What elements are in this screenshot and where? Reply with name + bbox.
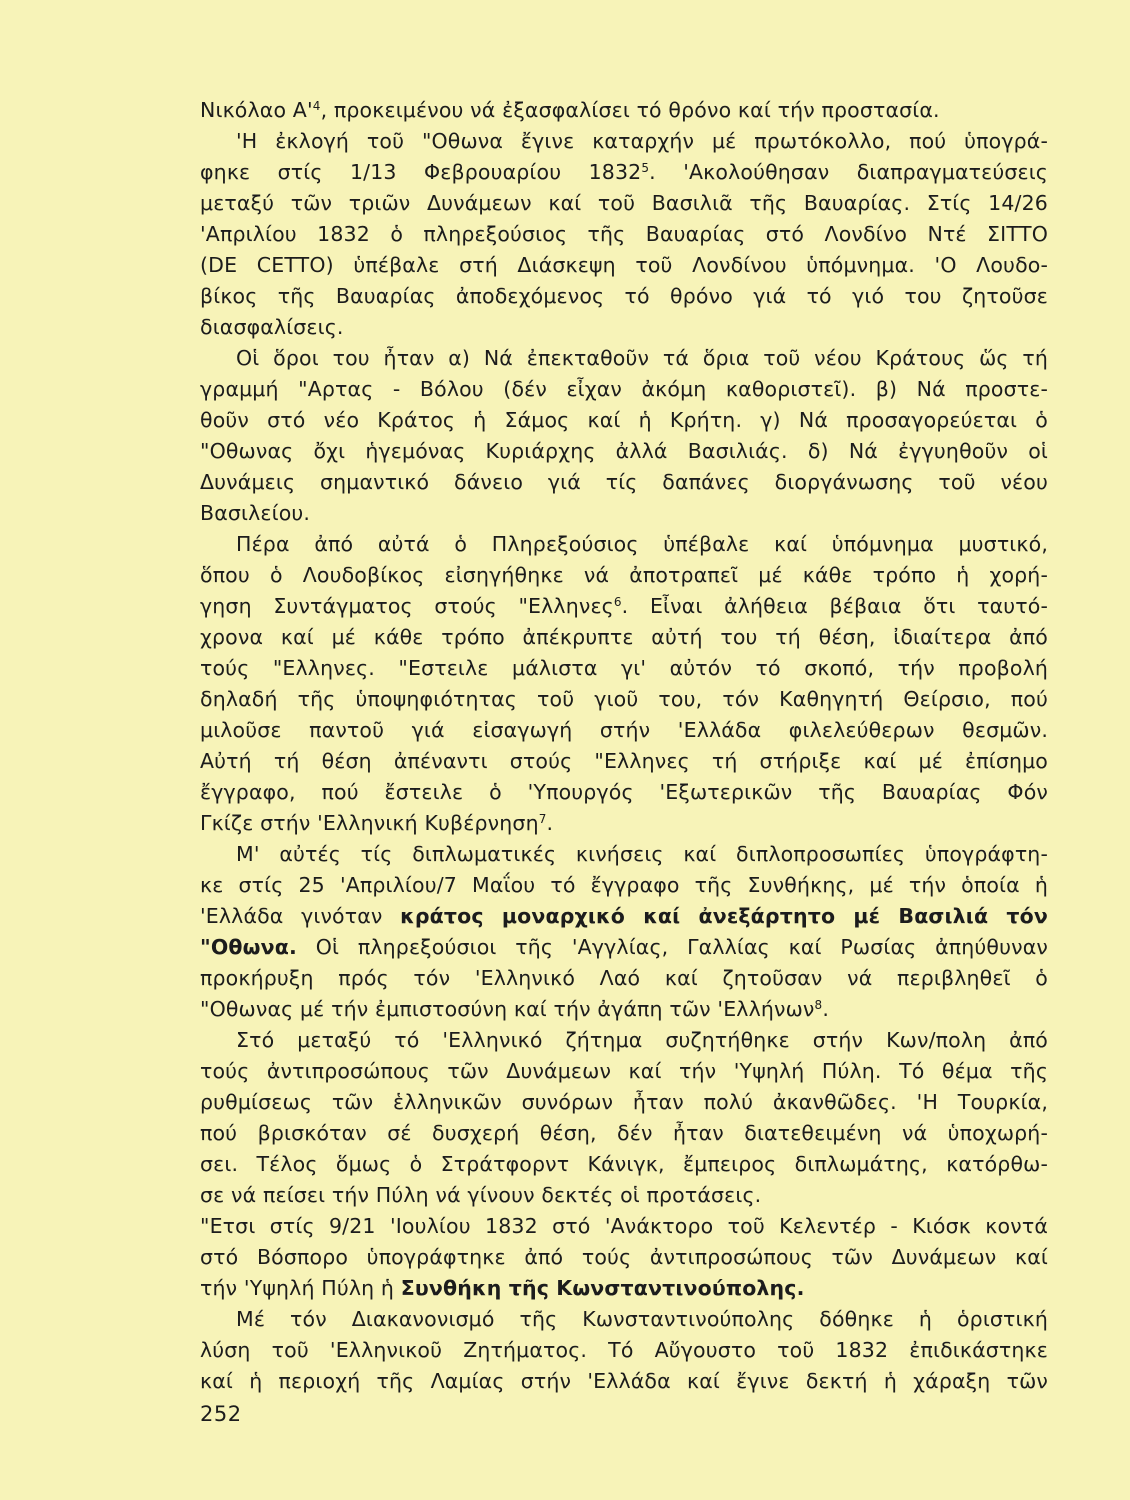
text-line	[200, 405, 1048, 436]
text-segment: ρυθμίσεως τῶν ἑλληνικῶν συνόρων ἦταν πολύ ἀκανθῶδες. 'Η Τουρκία,	[200, 1090, 1048, 1114]
text-segment: κε στίς 25 'Απριλίου/7 Μαΐου τό ἔγγραφο τῆς Συνθήκης, μέ τήν ὁποία ἡ	[200, 873, 1048, 897]
text-segment: θοῦν στό νέο Κράτος ἡ Σάμος καί ἡ Κρήτη. γ) Νά προσαγορεύεται ὁ	[200, 408, 1048, 432]
text-segment: γραμμή "Αρτας - Βόλου (δέν εἶχαν ἀκόμη καθοριστεῖ). β) Νά προστε-	[200, 377, 1048, 401]
text-line	[200, 839, 1048, 870]
text-segment: Αὐτή τή θέση ἀπέναντι στούς "Ελληνες τή στήριξε καί μέ ἐπίσημο	[200, 749, 1048, 773]
text-line	[200, 498, 1048, 529]
text-line	[200, 1366, 1048, 1397]
text-line	[200, 684, 1048, 715]
text-line	[200, 1149, 1048, 1180]
text-line	[200, 560, 1048, 591]
text-line	[200, 963, 1048, 994]
text-line	[200, 95, 1048, 126]
text-line	[200, 746, 1048, 777]
text-line	[200, 591, 1048, 622]
text-segment: 'Ελλάδα γινόταν	[200, 904, 401, 928]
text-line	[200, 901, 1048, 932]
text-line	[200, 250, 1048, 281]
text-line	[200, 374, 1048, 405]
text-line	[200, 281, 1048, 312]
text-line	[200, 1118, 1048, 1149]
text-segment: λύση τοῦ 'Ελληνικοῦ Ζητήματος. Τό Αὔγουστο τοῦ 1832 ἐπιδικάστηκε	[200, 1338, 1048, 1362]
text-segment: . Εἶναι ἀλήθεια βέβαια ὅτι ταυτό-	[621, 594, 1048, 618]
text-line	[200, 622, 1048, 653]
text-line	[200, 932, 1048, 963]
text-line	[200, 653, 1048, 684]
text-segment: Πέρα ἀπό αὐτά ὁ Πληρεξούσιος ὑπέβαλε καί ὑπόμνημα μυστικό,	[236, 532, 1048, 556]
text-segment: . 'Ακολούθησαν διαπραγματεύσεις	[649, 160, 1048, 184]
text-segment: πού βρισκόταν σέ δυσχερή θέση, δέν ἦταν διατεθειμένη νά ὑποχωρή-	[200, 1121, 1048, 1145]
text-line	[200, 1087, 1048, 1118]
text-line	[200, 1335, 1048, 1366]
text-segment: χρονα καί μέ κάθε τρόπο ἀπέκρυπτε αὐτή του τή θέση, ἰδιαίτερα ἀπό	[200, 625, 1048, 649]
text-segment: 'Απριλίου 1832 ὁ πληρεξούσιος τῆς Βαυαρίας στό Λονδίνο Ντέ ΣΙΤΤΟ	[200, 222, 1048, 246]
text-segment: (DE CETTO) ὑπέβαλε στή Διάσκεψη τοῦ Λονδίνου ὑπόμνημα. 'Ο Λουδο-	[200, 253, 1048, 277]
text-segment: "Ετσι στίς 9/21 'Ιουλίου 1832 στό 'Ανάκτορο τοῦ Κελεντέρ - Κιόσκ κοντά	[200, 1214, 1048, 1238]
text-segment: ὅπου ὁ Λουδοβίκος εἰσηγήθηκε νά ἀποτραπεῖ μέ κάθε τρόπο ἡ χορή-	[200, 563, 1048, 587]
text-line	[200, 1211, 1048, 1242]
text-line	[200, 529, 1048, 560]
text-line	[200, 994, 1048, 1025]
text-segment: .	[822, 997, 829, 1021]
text-segment: μιλοῦσε παντοῦ γιά εἰσαγωγή στήν 'Ελλάδα φιλελεύθερων θεσμῶν.	[200, 718, 1048, 742]
text-line	[200, 1304, 1048, 1335]
text-line	[200, 188, 1048, 219]
text-segment: τούς "Ελληνες. "Εστειλε μάλιστα γι' αὐτόν τό σκοπό, τήν προβολή	[200, 656, 1048, 680]
text-line	[200, 312, 1048, 343]
text-line	[200, 1025, 1048, 1056]
text-segment: 'Η ἐκλογή τοῦ "Οθωνα ἔγινε καταρχήν μέ πρωτόκολλο, πού ὑπογρά-	[236, 129, 1048, 153]
text-segment: στό Βόσπορο ὑπογράφτηκε ἀπό τούς ἀντιπροσώπους τῶν Δυνάμεων καί	[200, 1245, 1048, 1269]
body-text	[200, 95, 1048, 1397]
footnote-ref: 4	[312, 99, 321, 113]
bold-text: "Οθωνα.	[200, 935, 297, 959]
text-line	[200, 219, 1048, 250]
footnote-ref: 5	[641, 161, 650, 175]
text-segment: Δυνάμεις σημαντικό δάνειο γιά τίς δαπάνες διοργάνωσης τοῦ νέου	[200, 470, 1048, 494]
text-segment: προκήρυξη πρός τόν 'Ελληνικό Λαό καί ζητοῦσαν νά περιβληθεῖ ὁ	[200, 966, 1048, 990]
text-segment: διασφαλίσεις.	[200, 315, 344, 339]
footnote-ref: 7	[538, 812, 547, 826]
text-line	[200, 1242, 1048, 1273]
text-segment: , προκειμένου νά ἐξασφαλίσει τό θρόνο καί τήν προστασία.	[320, 98, 940, 122]
text-segment: Μέ τόν Διακανονισμό τῆς Κωνσταντινούπολης δόθηκε ἡ ὁριστική	[236, 1307, 1048, 1331]
text-line	[200, 715, 1048, 746]
text-line	[200, 436, 1048, 467]
text-line	[200, 808, 1048, 839]
text-segment: φηκε στίς 1/13 Φεβρουαρίου 1832	[200, 160, 642, 184]
text-segment: Οἱ πληρεξούσιοι τῆς 'Αγγλίας, Γαλλίας καί Ρωσίας ἀπηύθυναν	[296, 935, 1048, 959]
text-line	[200, 777, 1048, 808]
bold-text: Συνθήκη τῆς Κωνσταντινούπολης.	[400, 1276, 805, 1300]
text-segment: Βασιλείου.	[200, 501, 311, 525]
text-segment: Στό μεταξύ τό 'Ελληνικό ζήτημα συζητήθηκε στήν Κων/πολη ἀπό	[236, 1028, 1048, 1052]
bold-text: κράτος μοναρχικό καί ἀνεξάρτητο μέ Βασιλιά τόν	[400, 904, 1048, 928]
text-line	[200, 343, 1048, 374]
text-segment: Γκίζε στήν 'Ελληνική Κυβέρνηση	[200, 811, 539, 835]
page-number: 252	[200, 1402, 242, 1426]
text-segment: Νικόλαο Α'	[200, 98, 313, 122]
text-line	[200, 157, 1048, 188]
text-segment: γηση Συντάγματος στούς "Ελληνες	[200, 594, 614, 618]
footnote-ref: 8	[814, 998, 823, 1012]
text-line	[200, 126, 1048, 157]
text-segment: .	[546, 811, 554, 835]
footnote-ref: 6	[613, 595, 622, 609]
text-segment: τήν 'Υψηλή Πύλη ἡ	[200, 1276, 401, 1300]
text-segment: "Οθωνας ὄχι ἡγεμόνας Κυριάρχης ἀλλά Βασιλιάς. δ) Νά ἐγγυηθοῦν οἱ	[200, 439, 1048, 463]
text-line	[200, 1056, 1048, 1087]
text-segment: Οἱ ὅροι του ἦταν α) Νά ἐπεκταθοῦν τά ὅρια τοῦ νέου Κράτους ὥς τή	[236, 346, 1048, 370]
text-line	[200, 1180, 1048, 1211]
text-segment: μεταξύ τῶν τριῶν Δυνάμεων καί τοῦ Βασιλιᾶ τῆς Βαυαρίας. Στίς 14/26	[200, 191, 1048, 215]
text-segment: ἔγγραφο, πού ἔστειλε ὁ 'Υπουργός 'Εξωτερικῶν τῆς Βαυαρίας Φόν	[200, 780, 1048, 804]
text-segment: "Οθωνας μέ τήν ἐμπιστοσύνη καί τήν ἀγάπη τῶν 'Ελλήνων	[200, 997, 815, 1021]
text-line	[200, 467, 1048, 498]
text-line	[200, 1273, 1048, 1304]
text-segment: καί ἡ περιοχή τῆς Λαμίας στήν 'Ελλάδα καί ἔγινε δεκτή ἡ χάραξη τῶν	[200, 1369, 1048, 1393]
text-segment: σε νά πείσει τήν Πύλη νά γίνουν δεκτές οἱ προτάσεις.	[200, 1183, 762, 1207]
text-segment: βίκος τῆς Βαυαρίας ἀποδεχόμενος τό θρόνο γιά τό γιό του ζητοῦσε	[200, 284, 1048, 308]
text-segment: τούς ἀντιπροσώπους τῶν Δυνάμεων καί τήν 'Υψηλή Πύλη. Τό θέμα τῆς	[200, 1059, 1048, 1083]
text-segment: σει. Τέλος ὅμως ὁ Στράτφορντ Κάνιγκ, ἔμπειρος διπλωμάτης, κατόρθω-	[200, 1152, 1048, 1176]
text-segment: δηλαδή τῆς ὑποψηφιότητας τοῦ γιοῦ του, τόν Καθηγητή Θείρσιο, πού	[200, 687, 1048, 711]
text-segment: Μ' αὐτές τίς διπλωματικές κινήσεις καί διπλοπροσωπίες ὑπογράφτη-	[236, 842, 1048, 866]
text-line	[200, 870, 1048, 901]
